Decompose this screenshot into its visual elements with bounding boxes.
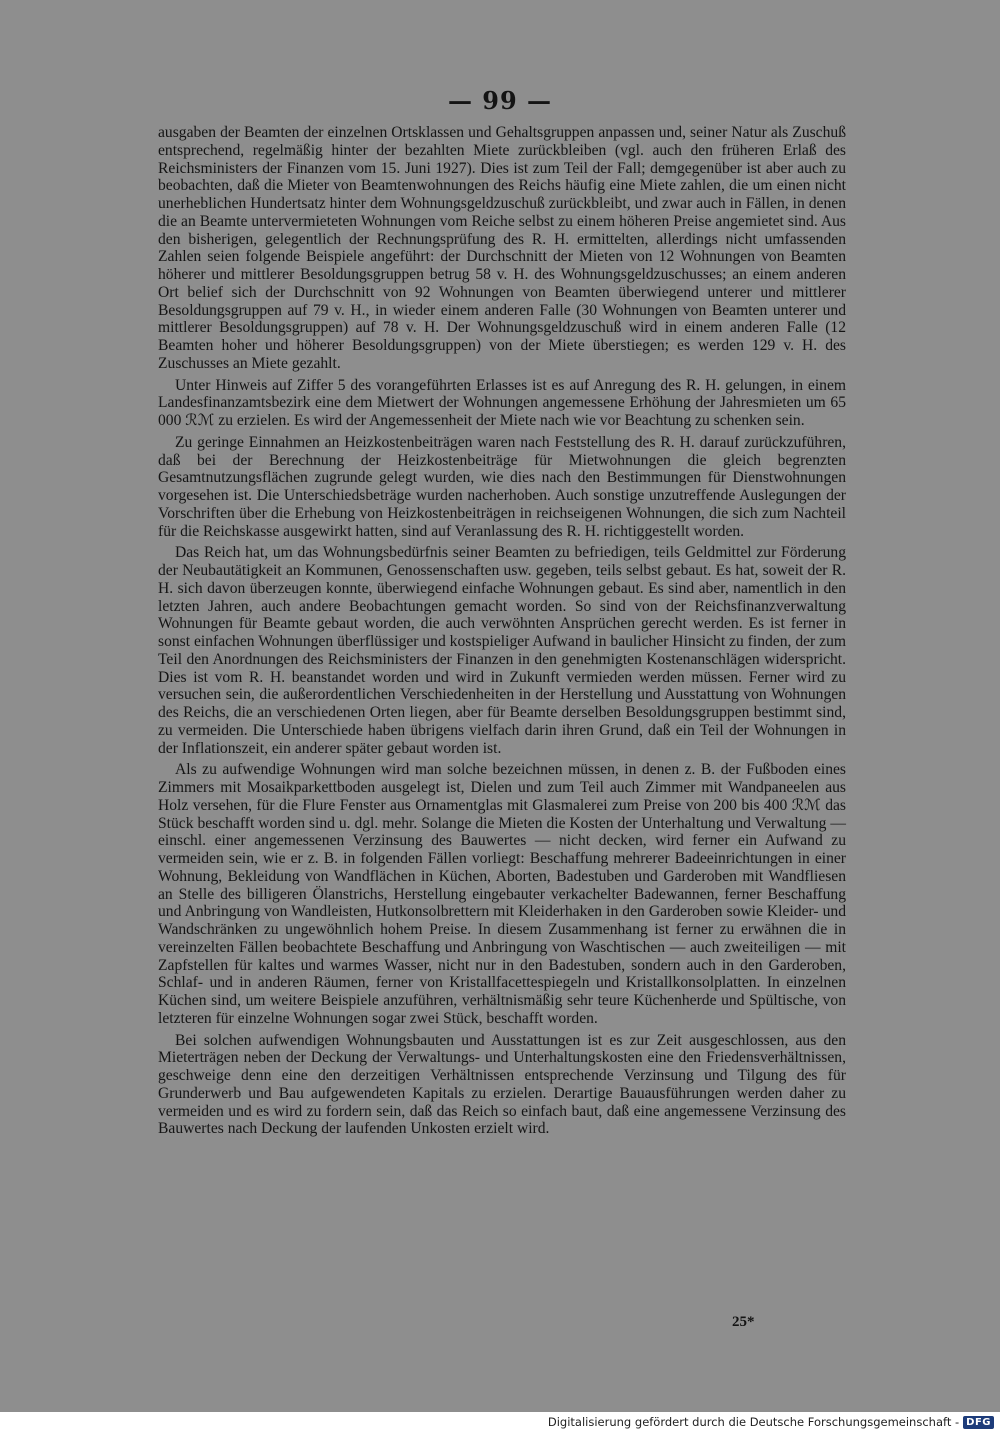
page-number: — 99 — <box>447 86 553 115</box>
footer-credit <box>548 1413 994 1431</box>
paragraph-3: Zu geringe Einnahmen an Heizkostenbeiträgen waren nach Feststellung des R. H. darauf zurückzuführen, daß bei der Berechnung der Heizkostenbeiträge für Mietwohnungen die gleich begrenzten Gesamtnutzungsflächen zugrunde gelegt wurden, wie dies nach den Bestimmungen für Dienstwohnungen vorgesehen ist. Die Unterschiedsbeträge wurden nacherhoben. Auch sonstige unzutreffende Auslegungen der Vorschriften über die Erhebung von Heizkostenbeiträgen in reichseigenen Wohnungen, die sich zum Nachteil für die Reichskasse ausgewirkt hatten, sind auf Veranlassung des R. H. richtiggestellt worden. <box>158 433 846 540</box>
footer-credit-text: Digitalisierung gefördert durch die Deutsche Forschungsgemeinschaft - <box>547 1415 960 1429</box>
paragraph-1: ausgaben der Beamten der einzelnen Ortsklassen und Gehaltsgruppen anpassen und, seiner Natur als Zuschuß entsprechend, regelmäßig hinter der bezahlten Miete zurückbleiben (vgl. auch den früheren Erlaß des Reichsministers der Finanzen vom 15. Juni 1927). Dies ist zum Teil der Fall; demgegenüber ist aber auch zu beobachten, daß die Mieter von Beamtenwohnungen des Reichs häufig eine Miete zahlen, die um einen nicht unerheblichen Hundertsatz hinter dem Wohnungsgeldzuschuß zurückbleibt, und zwar auch in Fällen, in denen die an Beamte untervermieteten Wohnungen vom Reiche selbst zu einem höheren Preise angemietet sind. Aus den bisherigen, gelegentlich der Rechnungsprüfung des R. H. ermittelten, allerdings nicht umfassenden Zahlen seien folgende Beispiele angeführt: der Durchschnitt der Mieten von 12 Wohnungen von Beamten höherer und mittlerer Besoldungsgruppen betrug 58 v. H. des Wohnungsgeldzuschusses; an einem anderen Ort belief sich der Durchschnitt von 92 Wohnungen von Beamten überwiegend unterer und mittlerer Besoldungsgruppen auf 79 v. H., in wieder einem anderen Falle (30 Wohnungen von Beamten unterer und mittlerer Besoldungsgruppen) auf 78 v. H. Der Wohnungsgeldzuschuß wird in einem anderen Falle (12 Beamten hoher und höherer Besoldungsgruppen) von der Miete überstiegen; es werden 129 v. H. des Zuschusses an Miete gezahlt. <box>158 124 846 372</box>
paragraph-2: Unter Hinweis auf Ziffer 5 des vorangeführten Erlasses ist es auf Anregung des R. H. gelungen, in einem Landesfinanzamtsbezirk eine dem Mietwert der Wohnungen angemessene Erhöhung der Jahresmieten um 65 000 ℛℳ zu erzielen. Es wird der Angemessenheit der Miete nach wie vor Beachtung zu schenken sein. <box>158 376 846 429</box>
dfg-logo[interactable]: DFG <box>963 1416 994 1429</box>
paragraph-6: Bei solchen aufwendigen Wohnungsbauten und Ausstattungen ist es zur Zeit ausgeschlossen, aus den Mieterträgen neben der Deckung der Verwaltungs- und Unterhaltungskosten eine den Friedensverhältnissen, geschweige denn eine den derzeitigen Verhältnissen entsprechende Verzinsung und Tilgung des für Grunderwerb und Bau aufgewendeten Kapitals zu erzielen. Derartige Bauausführungen werden daher zu vermeiden und es wird zu fordern sein, daß das Reich so einfach baut, daß eine angemessene Verzinsung des Bauwertes nach Deckung der laufenden Unkosten erzielt wird. <box>158 1031 846 1138</box>
paragraph-5: Als zu aufwendige Wohnungen wird man solche bezeichnen müssen, in denen z. B. der Fußboden eines Zimmers mit Mosaikparkettboden ausgelegt ist, Dielen und zum Teil auch Zimmer mit Wandpaneelen aus Holz versehen, für die Flure Fenster aus Ornamentglas mit Glasmalerei zum Preise von 200 bis 400 ℛℳ das Stück beschafft worden sind u. dgl. mehr. Solange die Mieten die Kosten der Unterhaltung und Verwaltung — einschl. einer angemessenen Verzinsung des Bauwertes — nicht decken, wird ferner ein Aufwand zu vermeiden sein, wie er z. B. in folgenden Fällen vorliegt: Beschaffung mehrerer Badeeinrichtungen in einer Wohnung, Bekleidung von Wandflächen in Küchen, Aborten, Badestuben und Garderoben mit Wandfliesen an Stelle des billigeren Ölanstrichs, Herstellung eingebauter verkachelter Badewannen, ferner Beschaffung und Anbringung von Wandleisten, Hutkonsolbrettern mit Kleiderhaken in den Garderoben sowie Kleider- und Wandschränken zu ungewöhnlich hohem Preise. In diesem Zusammenhang ist ferner zu erwähnen die in vereinzelten Fällen beobachtete Beschaffung und Anbringung von Waschtischen — auch zweiteiligen — mit Zapfstellen für kaltes und warmes Wasser, nicht nur in den Badestuben, sondern auch in den Garderoben, Schlaf- und in anderen Räumen, ferner von Kristallfacettespiegeln und Kristallkonsolplatten. In einzelnen Küchen sind, um weitere Beispiele anzuführen, verhältnismäßig sehr teure Küchenherde und Spültische, von letzteren für einzelne Wohnungen sogar zwei Stück, beschafft worden. <box>158 761 846 1027</box>
paragraph-4: Das Reich hat, um das Wohnungsbedürfnis seiner Beamten zu befriedigen, teils Geldmittel zur Förderung der Neubautätigkeit an Kommunen, Genossenschaften usw. gegeben, teils selbst gebaut. Es hat, soweit der R. H. sich davon überzeugen konnte, überwiegend einfache Wohnungen gebaut. Es sind aber, namentlich in den letzten Jahren, auch andere Beobachtungen gemacht worden. So sind von der Reichsfinanzverwaltung Wohnungen für Beamte gebaut worden, die auch verwöhnten Ansprüchen gerecht werden. Es ist ferner in sonst einfachen Wohnungen überflüssiger und kostspieliger Aufwand in baulicher Hinsicht zu finden, der zum Teil den Anordnungen des Reichsministers der Finanzen in den genehmigten Kostenanschlägen widerspricht. Dies ist vom R. H. beanstandet worden und wird in Zukunft vermieden werden müssen. Ferner wird zu versuchen sein, die außerordentlichen Verschiedenheiten in der Herstellung und Ausstattung von Wohnungen des Reichs, die an verschiedenen Orten liegen, aber für Beamte derselben Besoldungsgruppen bestimmt sind, zu vermeiden. Die Unterschiede haben übrigens vielfach darin ihren Grund, daß ein Teil der Wohnungen in der Inflationszeit, ein anderer später gebaut worden ist. <box>158 544 846 757</box>
signature-mark: 25* <box>732 1314 755 1330</box>
body-text <box>158 124 846 1142</box>
